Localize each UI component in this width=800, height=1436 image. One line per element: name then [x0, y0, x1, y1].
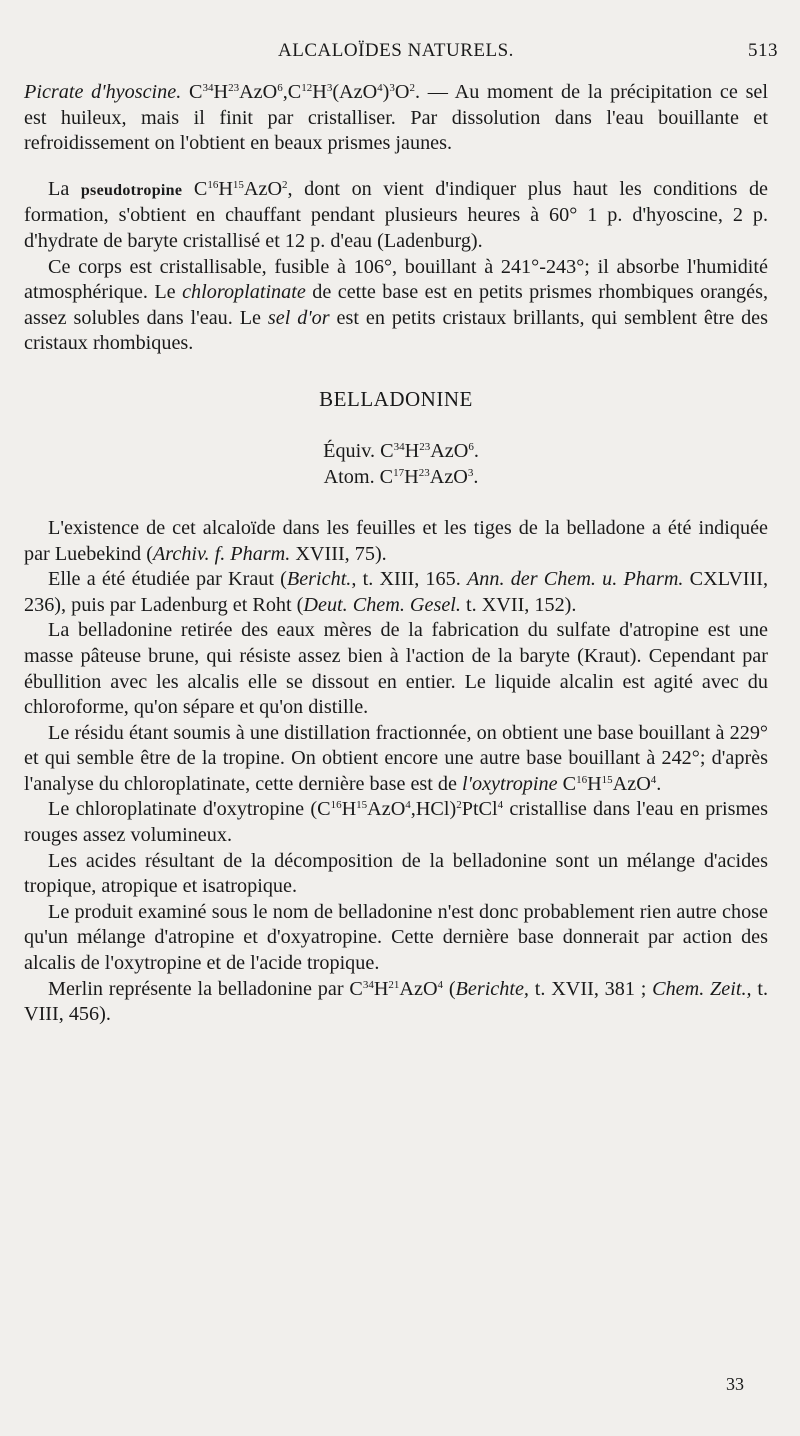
running-title: ALCALOÏDES NATURELS.: [278, 40, 514, 61]
formula-part: C: [182, 177, 208, 200]
paragraph-conclusion: Le produit examiné sous le nom de belladonine n'est donc probablement rien autre chose qu'un mélange d'atropine et d'oxyatropine. Cette dernière base donnerait par action des alcalis de l'oxytropine et de l'acide tropique.: [24, 900, 768, 975]
formula-sup: 2: [409, 82, 415, 94]
formula-part: ,C: [282, 81, 302, 103]
formula-sup: 4: [405, 799, 411, 812]
paragraph-text: .: [656, 772, 662, 795]
paragraph-chloroplatinate: [24, 797, 768, 848]
formula-part: C: [189, 81, 203, 103]
paragraph-text: , t. XIII, 165.: [351, 568, 467, 591]
formula-part: AzO: [239, 81, 278, 103]
paragraph-text: L'existence de cet alcaloïde dans les feuilles et les tiges de la belladone a été indiquée par Luebekind (: [24, 516, 768, 565]
paragraph-text: (: [443, 977, 456, 1000]
italic-term: chloroplatinate: [182, 281, 306, 304]
paragraph-text: Le résidu étant soumis à une distillation fractionnée, on obtient une base bouillant à 229° et qui semble être de la tropine. On obtient encore une autre base bouillant à 242°; d'après l'analyse du chloroplatinate, cette dernière base est de: [24, 721, 768, 795]
formula-sup: 34: [393, 440, 405, 453]
citation: Bericht.: [286, 568, 352, 591]
formula-part: AzO: [430, 439, 469, 462]
formula-sup: 16: [576, 773, 588, 786]
formula-part: O: [394, 81, 410, 103]
formula-sup: 23: [419, 440, 431, 453]
paragraph-picrate: [24, 80, 768, 157]
formula-sup: 12: [301, 82, 313, 94]
picrate-title: Picrate d'hyoscine.: [24, 81, 182, 103]
paragraph-acids: Les acides résultant de la décomposition de la belladonine sont un mélange d'acides tropique, atropique et isatropique.: [24, 849, 768, 898]
paragraph-text: de cette base est en petits prismes rhombiques orangés, assez solubles dans l'eau. Le: [24, 281, 768, 329]
formula-part: H: [404, 465, 419, 488]
formula-part: H: [213, 81, 229, 103]
formula-part: ): [382, 81, 390, 103]
page-header: [24, 0, 778, 61]
formula-sup: 3: [467, 466, 474, 479]
formula-part: .: [473, 465, 479, 488]
paragraph-text: H: [341, 798, 357, 821]
paragraph-text: PtCl: [461, 798, 498, 821]
paragraph-text: . — Au moment de la précipitation ce sel est huileux, mais il finit par cristalliser. Par dissolution dans l'eau bouillante et refroidissement on l'obtient en beaux prismes jaunes.: [24, 81, 768, 155]
formula-part: H: [587, 772, 602, 795]
paragraph-text: , dont on vient d'indiquer plus haut les conditions de formation, s'obtient en chauffant pendant plusieurs heures à 60° 1 p. d'hyoscine, 2 p. d'hydrate de baryte cristallisé et 12 p. d'eau (Ladenburg).: [24, 177, 769, 252]
formula-sup: 3: [326, 82, 333, 94]
paragraph-text: Le chloroplatinate d'oxytropine (C: [48, 798, 331, 821]
paragraph-text: t. XVII, 152).: [460, 593, 577, 616]
citation: Deut. Chem. Gesel.: [303, 593, 461, 616]
paragraph-merlin: [24, 977, 768, 1028]
formula-sup: 16: [207, 178, 219, 191]
formula-sup: 17: [393, 466, 405, 479]
paragraph-text: AzO: [367, 798, 406, 821]
atom-formula: [24, 464, 768, 490]
formula-sup: 34: [202, 82, 214, 94]
formula-sup: 15: [232, 178, 244, 191]
formula-sup: 21: [388, 978, 400, 991]
signature-mark: 33: [726, 1374, 744, 1394]
formula-part: C: [380, 439, 394, 462]
paragraph-text: t. XVII, 381 ;: [528, 977, 653, 1000]
paragraph-text: AzO: [399, 977, 438, 1000]
formula-sup: 23: [228, 82, 240, 94]
paragraph-studies: [24, 567, 768, 618]
formula-part: H: [404, 439, 420, 462]
formula-label: Atom.: [323, 465, 375, 488]
paragraph-text: La: [48, 177, 81, 200]
paragraph-text: Ce corps est cristallisable, fusible à 106°, bouillant à 241°-243°; il absorbe l'humidité atmosphérique. Le: [24, 255, 768, 304]
formula-sup: 4: [437, 978, 444, 991]
italic-term: sel d'or: [267, 306, 330, 329]
formula-sup: 3: [389, 82, 395, 94]
formula-sup: 23: [418, 466, 430, 479]
formula-sup: 2: [282, 178, 288, 191]
formula-part: .: [473, 439, 479, 462]
paragraph-text: cristallise dans l'eau en prismes rouges assez volumineux.: [24, 798, 768, 847]
paragraph-text: ,HCl): [410, 798, 457, 821]
formula-label: Équiv.: [323, 439, 376, 462]
paragraph-text: Elle a été étudiée par Kraut (: [48, 568, 287, 591]
book-page: [24, 0, 778, 1028]
formula-sup: 15: [601, 773, 613, 786]
paragraph-distillation: [24, 721, 768, 798]
formula-part: H: [218, 177, 233, 200]
formula-part: C: [557, 772, 577, 795]
section-title: BELLADONINE: [319, 386, 473, 411]
citation: Archiv. f. Pharm.: [152, 542, 291, 565]
paragraph-text: XVIII, 75).: [290, 542, 387, 565]
paragraph-text: est en petits cristaux brillants, qui semblent être des cristaux rhombiques.: [24, 306, 768, 355]
formula-sup: 2: [456, 799, 462, 812]
formula-sup: 6: [468, 440, 474, 453]
italic-term: l'oxytropine: [462, 772, 558, 795]
formula-part: AzO: [612, 772, 651, 795]
formula-part: AzO: [429, 465, 468, 488]
paragraph-text: CXLVIII, 236), puis par Ladenburg et Roht (: [24, 568, 768, 616]
formula-sup: 4: [650, 773, 657, 786]
formula-sup: 34: [362, 978, 374, 991]
equiv-formula: [24, 438, 768, 464]
paragraph-properties: [24, 255, 768, 357]
formula-part: AzO: [243, 177, 283, 200]
paragraph-text: Merlin représente la belladonine par C: [48, 977, 363, 1000]
formula-part: (AzO: [332, 81, 378, 103]
formula-sup: 4: [377, 82, 383, 94]
paragraph-text: H: [373, 977, 389, 1000]
paragraph-text: t. VIII, 456).: [24, 977, 769, 1026]
term-pseudotropine: pseudotropine: [80, 181, 183, 199]
citation: Chem. Zeit.,: [652, 977, 752, 1000]
citation: Berichte,: [455, 977, 529, 1000]
formula-part: H: [312, 81, 327, 103]
paragraph-pseudotropine: [24, 177, 768, 255]
formula-sup: 16: [330, 799, 342, 812]
formula-part: C: [379, 465, 394, 488]
paragraph-extraction: La belladonine retirée des eaux mères de la fabrication du sulfate d'atropine est une masse pâteuse brune, qui résiste assez bien à l'action de la baryte (Kraut). Cependant par ébullition avec les alcalis elle se dissout en entier. Le liquide alcalin est agité avec du chloroforme, qu'on sépare et qu'on distille.: [24, 619, 768, 719]
formula-sup: 4: [497, 799, 504, 812]
paragraph-existence: [24, 516, 768, 567]
citation: Ann. der Chem. u. Pharm.: [466, 568, 684, 591]
formula-sup: 6: [277, 82, 283, 94]
formula-sup: 15: [356, 799, 368, 812]
page-number: 513: [748, 40, 778, 61]
